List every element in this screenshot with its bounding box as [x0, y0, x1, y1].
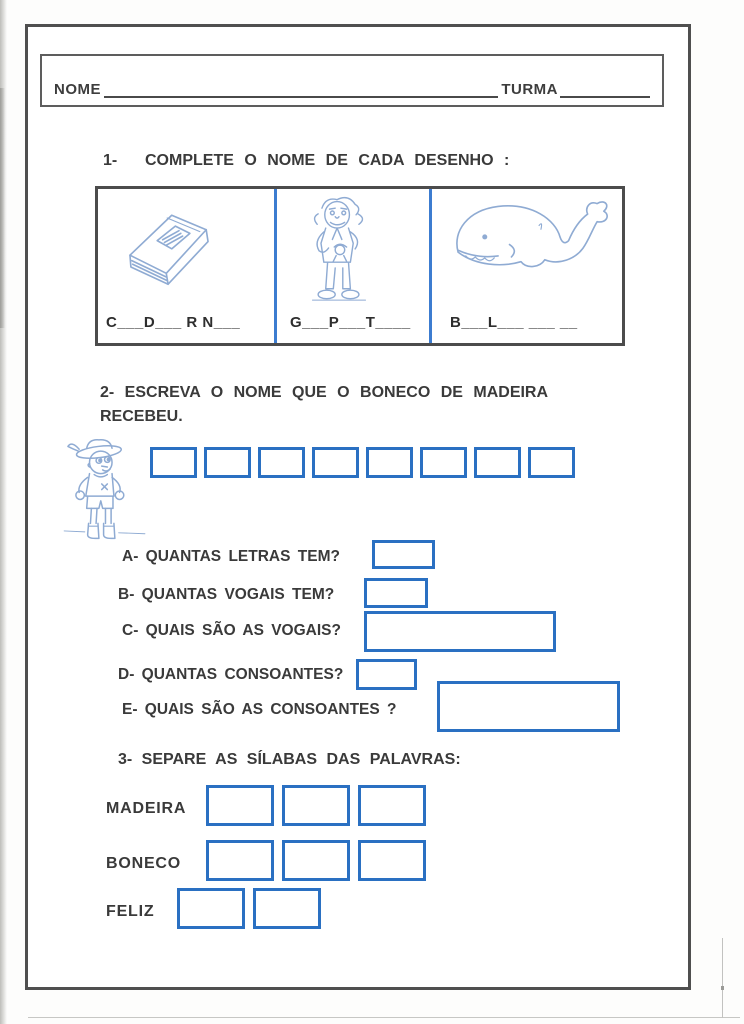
- name-letter-boxes: [150, 447, 575, 478]
- letter-box[interactable]: [150, 447, 197, 478]
- header-name-box: [40, 54, 664, 107]
- answer-box-a[interactable]: [372, 540, 435, 569]
- letter-box[interactable]: [258, 447, 305, 478]
- question1-text: COMPLETE O NOME DE CADA DESENHO :: [145, 152, 510, 169]
- letter-box[interactable]: [528, 447, 575, 478]
- answer-box-e[interactable]: [437, 681, 620, 732]
- letter-box[interactable]: [312, 447, 359, 478]
- question2-text-line1: 2- ESCREVA O NOME QUE O BONECO DE MADEIRA: [100, 384, 549, 401]
- subquestion-c-label: C- QUAIS SÃO AS VOGAIS?: [122, 622, 341, 639]
- turma-label: TURMA: [501, 81, 558, 98]
- whale-drawing-icon: [446, 195, 614, 295]
- name-label: NOME: [54, 81, 101, 98]
- question1-number: 1-: [103, 152, 118, 169]
- answer-blank-gepeto[interactable]: G___P___T____: [290, 314, 411, 331]
- scan-right-line: [722, 938, 723, 1018]
- syllable-box[interactable]: [358, 840, 426, 881]
- syllable-box[interactable]: [282, 840, 350, 881]
- letter-box[interactable]: [474, 447, 521, 478]
- answer-blank-baleia[interactable]: B___L___ ___ __: [450, 314, 578, 331]
- answer-blank-caderno[interactable]: C___D___ R N___: [106, 314, 241, 331]
- question3-title: 3- SEPARE AS SÍLABAS DAS PALAVRAS:: [118, 751, 461, 768]
- question2-text-line2: RECEBEU.: [100, 408, 183, 425]
- question1-table: [95, 186, 625, 346]
- syllable-boxes-feliz: [177, 888, 321, 929]
- subquestion-e-label: E- QUAIS SÃO AS CONSOANTES ?: [122, 701, 397, 718]
- table-cell-whale: [432, 189, 622, 343]
- answer-box-c[interactable]: [364, 611, 556, 652]
- syllable-boxes-boneco: [206, 840, 426, 881]
- scan-edge-smudge: [0, 88, 5, 328]
- scan-right-mark: [721, 986, 724, 990]
- letter-box[interactable]: [420, 447, 467, 478]
- subquestion-a-label: A- QUANTAS LETRAS TEM?: [122, 548, 340, 565]
- syllable-box[interactable]: [282, 785, 350, 826]
- letter-box[interactable]: [204, 447, 251, 478]
- word-label-boneco: BONECO: [106, 855, 182, 872]
- word-label-madeira: MADEIRA: [106, 800, 187, 817]
- pinocchio-drawing-icon: [56, 437, 154, 545]
- syllable-boxes-madeira: [206, 785, 426, 826]
- answer-box-b[interactable]: [364, 578, 428, 608]
- name-blank-line[interactable]: [104, 82, 498, 98]
- word-label-feliz: FELIZ: [106, 903, 155, 920]
- geppetto-drawing-icon: [301, 193, 377, 321]
- subquestion-d-label: D- QUANTAS CONSOANTES?: [118, 666, 344, 683]
- syllable-box[interactable]: [253, 888, 321, 929]
- table-cell-notebook: [98, 189, 277, 343]
- question1-title: [103, 152, 509, 170]
- syllable-box[interactable]: [358, 785, 426, 826]
- scan-bottom-line: [28, 1017, 740, 1018]
- answer-box-d[interactable]: [356, 659, 417, 690]
- syllable-box[interactable]: [206, 785, 274, 826]
- subquestion-b-label: B- QUANTAS VOGAIS TEM?: [118, 586, 335, 603]
- question2-title: [100, 381, 670, 429]
- turma-blank-line[interactable]: [560, 82, 650, 98]
- syllable-box[interactable]: [177, 888, 245, 929]
- letter-box[interactable]: [366, 447, 413, 478]
- syllable-box[interactable]: [206, 840, 274, 881]
- table-cell-geppetto: [277, 189, 432, 343]
- notebook-drawing-icon: [110, 197, 228, 297]
